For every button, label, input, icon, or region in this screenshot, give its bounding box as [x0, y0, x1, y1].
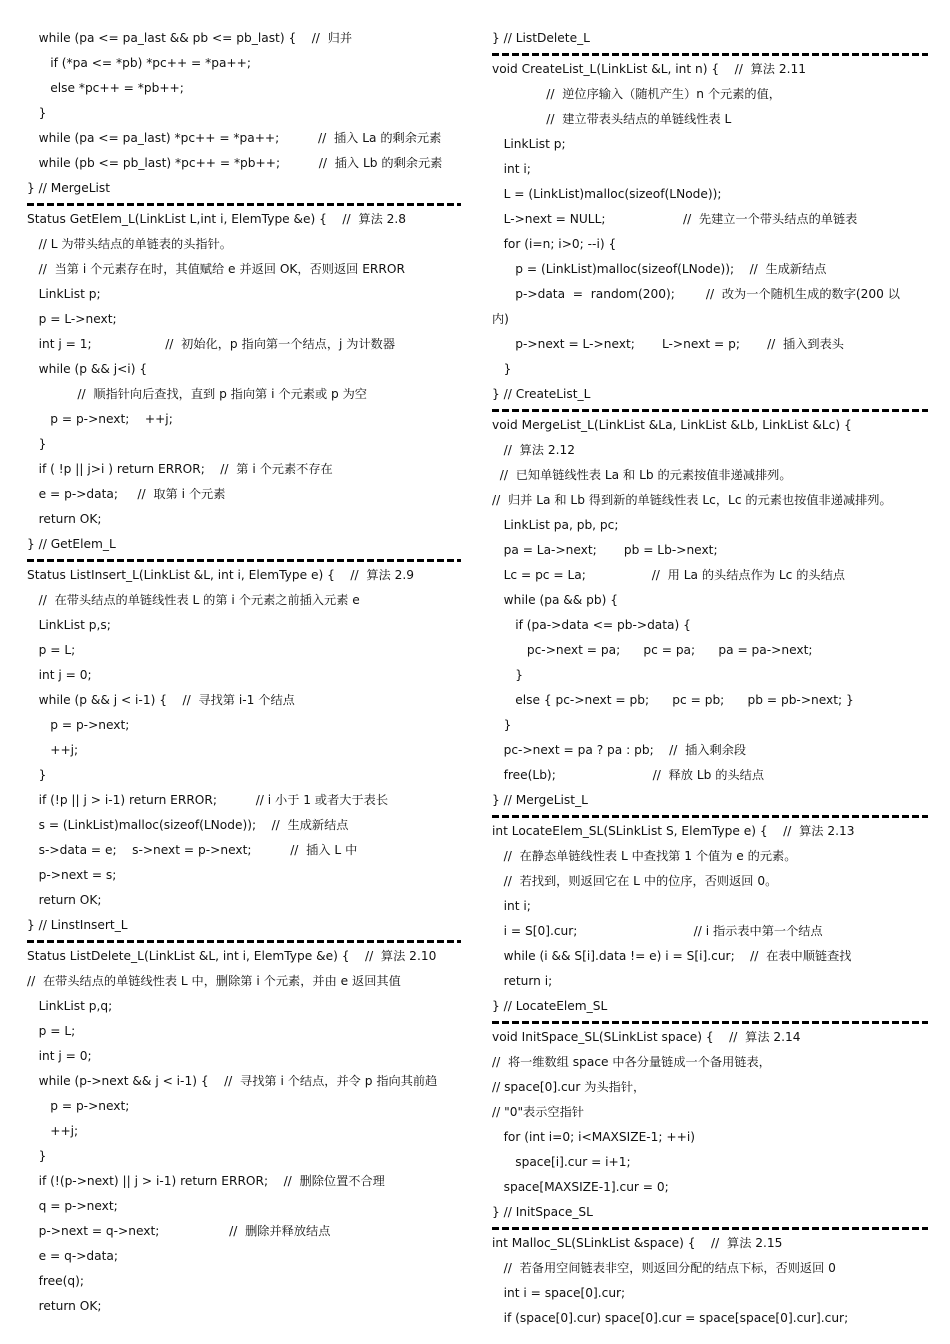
code-line: s->data = e; s->next = p->next; // 插入 L 中 — [27, 843, 358, 857]
code-line: void CreateList_L(LinkList &L, int n) { // 算法 2.11 — [492, 62, 806, 76]
code-line: } // MergeList_L — [492, 793, 588, 807]
dashed-separator — [492, 1021, 928, 1024]
code-line: while (p && j < i-1) { // 寻找第 i-1 个结点 — [27, 693, 295, 707]
code-line: p->next = q->next; // 删除并释放结点 — [27, 1224, 331, 1238]
code-line: // 若找到，则返回它在 L 中的位序，否则返回 0。 — [492, 874, 778, 888]
code-line: p = L; — [27, 643, 76, 657]
code-line: else { pc->next = pb; pc = pb; pb = pb->next; } — [492, 693, 854, 707]
code-line: while (pa <= pa_last && pb <= pb_last) { // 归并 — [27, 31, 353, 45]
code-line: } — [27, 437, 47, 451]
code-line: 内) — [492, 312, 509, 326]
code-line: while (pb <= pb_last) *pc++ = *pb++; // 插入 Lb 的剩余元素 — [27, 156, 443, 170]
code-line: Status GetElem_L(LinkList L,int i, ElemType &e) { // 算法 2.8 — [27, 212, 407, 226]
code-line: return OK; — [27, 1299, 102, 1313]
code-line: p->data = random(200); // 改为一个随机生成的数字(200 以 — [492, 287, 900, 301]
code-line: p->next = s; — [27, 868, 117, 882]
code-line: int j = 0; — [27, 1049, 92, 1063]
code-line: } — [492, 362, 512, 376]
code-line: LinkList p; — [492, 137, 566, 151]
dashed-separator — [27, 203, 461, 206]
code-line: free(q); — [27, 1274, 85, 1288]
code-line: // 当第 i 个元素存在时，其值赋给 e 并返回 OK，否则返回 ERROR — [27, 262, 405, 276]
code-line: else *pc++ = *pb++; — [27, 81, 184, 95]
code-line: } — [492, 668, 523, 682]
code-line: // 已知单链线性表 La 和 Lb 的元素按值非递减排列。 — [492, 468, 792, 482]
code-line: return OK; — [27, 512, 102, 526]
code-line: while (pa && pb) { — [492, 593, 619, 607]
code-line: int LocateElem_SL(SLinkList S, ElemType e) { // 算法 2.13 — [492, 824, 855, 838]
code-line: e = q->data; — [27, 1249, 118, 1263]
code-line: int i; — [492, 899, 531, 913]
code-line: Lc = pc = La; // 用 La 的头结点作为 Lc 的头结点 — [492, 568, 845, 582]
code-line: for (i=n; i>0; --i) { — [492, 237, 617, 251]
code-line: q = p->next; — [27, 1199, 118, 1213]
code-line: } // InitSpace_SL — [492, 1205, 593, 1219]
code-line: } // CreateList_L — [492, 387, 591, 401]
code-line: if (space[0].cur) space[0].cur = space[space[0].cur].cur; — [492, 1311, 849, 1325]
dashed-separator — [492, 1227, 928, 1230]
code-line: if (pa->data <= pb->data) { — [492, 618, 691, 632]
code-line: space[MAXSIZE-1].cur = 0; — [492, 1180, 669, 1194]
code-line: int i; — [492, 162, 531, 176]
code-line: i = S[0].cur; // i 指示表中第一个结点 — [492, 924, 823, 938]
code-line: Status ListDelete_L(LinkList &L, int i, ElemType &e) { // 算法 2.10 — [27, 949, 437, 963]
code-line: pc->next = pa; pc = pa; pa = pa->next; — [492, 643, 813, 657]
code-line: int i = space[0].cur; — [492, 1286, 626, 1300]
code-line: p = (LinkList)malloc(sizeof(LNode)); // 生成新结点 — [492, 262, 827, 276]
code-line: e = p->data; // 取第 i 个元素 — [27, 487, 226, 501]
code-line: if (!p || j > i-1) return ERROR; // i 小于 1 或者大于表长 — [27, 793, 389, 807]
code-line: while (i && S[i].data != e) i = S[i].cur; // 在表中顺链查找 — [492, 949, 852, 963]
code-line: while (p->next && j < i-1) { // 寻找第 i 个结点，并令 p 指向其前趋 — [27, 1074, 438, 1088]
code-line: p->next = L->next; L->next = p; // 插入到表头 — [492, 337, 844, 351]
code-line: } // LinstInsert_L — [27, 918, 128, 932]
code-line: int j = 0; — [27, 668, 92, 682]
code-line: LinkList p; — [27, 287, 101, 301]
dashed-separator — [27, 559, 461, 562]
code-line: if (*pa <= *pb) *pc++ = *pa++; — [27, 56, 251, 70]
dashed-separator — [492, 409, 928, 412]
code-line: ++j; — [27, 743, 79, 757]
code-line: LinkList p,s; — [27, 618, 111, 632]
code-line: L = (LinkList)malloc(sizeof(LNode)); — [492, 187, 722, 201]
code-line: if (!(p->next) || j > i-1) return ERROR; // 删除位置不合理 — [27, 1174, 385, 1188]
code-line: ++j; — [27, 1124, 79, 1138]
code-line: while (pa <= pa_last) *pc++ = *pa++; // 插入 La 的剩余元素 — [27, 131, 442, 145]
code-line: // 顺指针向后查找，直到 p 指向第 i 个元素或 p 为空 — [27, 387, 367, 401]
code-line: } — [27, 1149, 47, 1163]
code-line: int Malloc_SL(SLinkList &space) { // 算法 2.15 — [492, 1236, 783, 1250]
code-line: space[i].cur = i+1; — [492, 1155, 631, 1169]
code-line: } // GetElem_L — [27, 537, 116, 551]
code-line: void MergeList_L(LinkList &La, LinkList &Lb, LinkList &Lc) { — [492, 418, 852, 432]
code-line: s = (LinkList)malloc(sizeof(LNode)); // 生成新结点 — [27, 818, 349, 832]
code-line: pa = La->next; pb = Lb->next; — [492, 543, 718, 557]
code-line: // 算法 2.12 — [492, 443, 575, 457]
code-line: Status ListInsert_L(LinkList &L, int i, ElemType e) { // 算法 2.9 — [27, 568, 414, 582]
code-line: } // MergeList — [27, 181, 111, 195]
code-line: return i; — [492, 974, 553, 988]
code-line: // 在静态单链线性表 L 中查找第 1 个值为 e 的元素。 — [492, 849, 797, 863]
code-line: LinkList p,q; — [27, 999, 113, 1013]
code-line: p = p->next; — [27, 718, 130, 732]
code-line: // 将一维数组 space 中各分量链成一个备用链表， — [492, 1055, 771, 1069]
code-line: // 在带头结点的单链线性表 L 的第 i 个元素之前插入元素 e — [27, 593, 360, 607]
code-line: } // ListDelete_L — [492, 31, 590, 45]
code-line: // 建立带表头结点的单链线性表 L — [492, 112, 732, 126]
code-line: if ( !p || j>i ) return ERROR; // 第 i 个元素不存在 — [27, 462, 333, 476]
code-line: // space[0].cur 为头指针， — [492, 1080, 646, 1094]
right-code-column — [492, 26, 928, 1331]
dashed-separator — [492, 815, 928, 818]
code-line: pc->next = pa ? pa : pb; // 插入剩余段 — [492, 743, 747, 757]
code-line: free(Lb); // 释放 Lb 的头结点 — [492, 768, 765, 782]
code-line: int j = 1; // 初始化，p 指向第一个结点，j 为计数器 — [27, 337, 396, 351]
left-code-column — [27, 26, 461, 1319]
code-line: L->next = NULL; // 先建立一个带头结点的单链表 — [492, 212, 858, 226]
code-line: while (p && j<i) { — [27, 362, 148, 376]
code-line: p = L; — [27, 1024, 76, 1038]
code-line: p = p->next; — [27, 1099, 130, 1113]
code-line: for (int i=0; i<MAXSIZE-1; ++i) — [492, 1130, 695, 1144]
code-line: void InitSpace_SL(SLinkList space) { // 算法 2.14 — [492, 1030, 801, 1044]
dashed-separator — [492, 53, 928, 56]
code-line: // "0"表示空指针 — [492, 1105, 584, 1119]
code-line: } — [27, 106, 47, 120]
code-line: p = L->next; — [27, 312, 117, 326]
code-line: p = p->next; ++j; — [27, 412, 173, 426]
code-line: // L 为带头结点的单链表的头指针。 — [27, 237, 232, 251]
code-line: // 逆位序输入（随机产生）n 个元素的值， — [492, 87, 781, 101]
code-line: // 在带头结点的单链线性表 L 中，删除第 i 个元素，并由 e 返回其值 — [27, 974, 401, 988]
code-line: } — [492, 718, 512, 732]
code-line: // 归并 La 和 Lb 得到新的单链线性表 Lc，Lc 的元素也按值非递减排列。 — [492, 493, 892, 507]
code-line: LinkList pa, pb, pc; — [492, 518, 619, 532]
dashed-separator — [27, 940, 461, 943]
code-line: } — [27, 768, 47, 782]
code-line: } // LocateElem_SL — [492, 999, 608, 1013]
code-line: // 若备用空间链表非空，则返回分配的结点下标，否则返回 0 — [492, 1261, 836, 1275]
code-line: return OK; — [27, 893, 102, 907]
